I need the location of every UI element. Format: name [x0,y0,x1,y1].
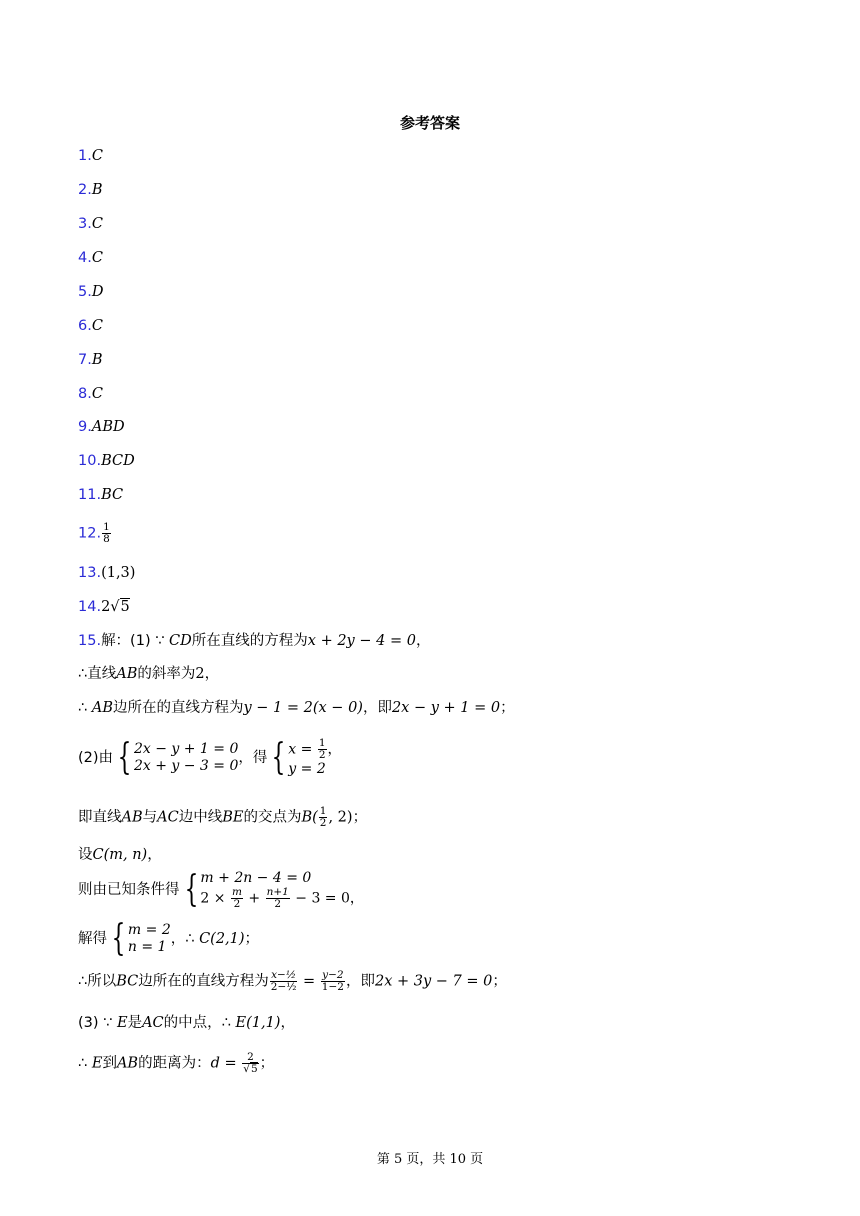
answer-value: D [91,284,104,300]
answer-2 [78,180,103,200]
fraction: $\frac{m}{2}$ [231,886,242,910]
solution-line-9: ∴所以BC边所在的直线方程为 $\frac{\text{x−½}}{\text{2−½}}$ = $\frac{y-2}{1-2}$ ，即2x + 3y − 7 = 0； [78,969,507,993]
solution-line-3: ∴ AB边所在的直线方程为y − 1 = 2(x − 0)，即2x − y + 1 = 0； [78,700,515,716]
radicand: 5 [120,599,130,615]
answer-6 [78,316,103,336]
answer-4 [78,248,103,268]
answer-9 [78,417,125,437]
answer-12 [78,522,112,545]
answer-number: 9. [78,419,92,435]
fraction: $\frac{n+1}{2}$ [266,886,289,910]
answer-number: 6. [78,318,92,334]
answer-number: 14. [78,599,102,615]
answer-number: 1. [78,148,92,164]
answer-3 [78,214,103,234]
answer-number: 13. [78,565,102,581]
answer-value: B [91,352,103,368]
answer-number: 7. [78,352,92,368]
sqrt-symbol: √ [110,599,120,615]
fraction: $\frac{2}{√5}$ [243,1051,258,1075]
equation-system: { x = $\frac{1}{2}$ ， y = 2 [271,737,342,778]
answer-8 [78,384,103,404]
fraction: $\frac{y-2}{1-2}$ [321,969,344,993]
fraction: $\frac{1}{2}$ [318,737,326,761]
answer-value: C [91,250,103,266]
answer-number: 11. [78,487,102,503]
solution-line-1: 15.解：(1) ∵ CD所在直线的方程为x + 2y − 4 = 0， [78,633,431,649]
answer-value: ABD [91,419,125,435]
answer-13 [78,563,135,583]
answer-11 [78,485,123,505]
answer-value: BC [101,487,124,503]
answer-number: 15. [78,633,102,649]
answer-number: 12. [78,525,102,542]
answer-value: B [91,182,103,198]
solution-line-4: (2)由 { 2x − y + 1 = 0 2x + y − 3 = 0 ，得 { x = $\frac{1}{2}$ ， y = 2 [78,737,342,778]
fraction: $\frac{1}{8}$ [103,521,110,545]
answer-10 [78,451,135,471]
answer-1 [78,146,103,166]
solution-line-7: 则由已知条件得 { m + 2n − 4 = 0 2 × $\frac{m}{2}$ + $\frac{n+1}{2}$ − 3 = 0， [78,869,364,910]
equation-system: { 2x − y + 1 = 0 2x + y − 3 = 0 [117,737,239,778]
solution-line-11: ∴ E到AB的距离为：d = $\frac{2}{√5}$ ； [78,1051,275,1075]
answer-number: 4. [78,250,92,266]
answer-value: C [91,148,103,164]
page-title: 参考答案 [399,114,460,132]
answer-number: 2. [78,182,92,198]
answer-number: 10. [78,453,102,469]
solution-line-10: (3) ∵ E是AC的中点，∴ E(1,1)， [78,1015,295,1031]
answer-coef: 2 [101,599,111,615]
fraction: $\frac{\text{x−½}}{\text{2−½}}$ [270,969,297,993]
equation-system: { m + 2n − 4 = 0 2 × $\frac{m}{2}$ + $\frac{n+1}{2}$ − 3 = 0， [184,869,364,910]
solution-line-8: 解得 { m = 2 n = 1 ，∴ C(2,1)； [78,918,260,959]
answer-value: C [91,318,103,334]
answer-5 [78,282,103,302]
page-footer: 第 5 页，共 10 页 [376,1152,484,1167]
answer-value: C [91,386,103,402]
answer-value: (1,3) [101,565,136,581]
solution-line-6: 设C(m, n)， [78,847,162,863]
equation-system: { m = 2 n = 1 [111,918,171,959]
solution-line-2: ∴直线AB的斜率为2， [78,666,220,682]
fraction: $\frac{1}{2}$ [319,805,327,829]
solution-line-5: 即直线AB与AC边中线BE的交点为B( $\frac{1}{2}$ , 2)； [78,805,368,829]
answer-number: 5. [78,284,92,300]
answer-value: C [91,216,103,232]
answer-7 [78,350,103,370]
answer-number: 8. [78,386,92,402]
answer-14 [78,597,130,617]
answer-value: BCD [101,453,135,469]
answer-number: 3. [78,216,92,232]
